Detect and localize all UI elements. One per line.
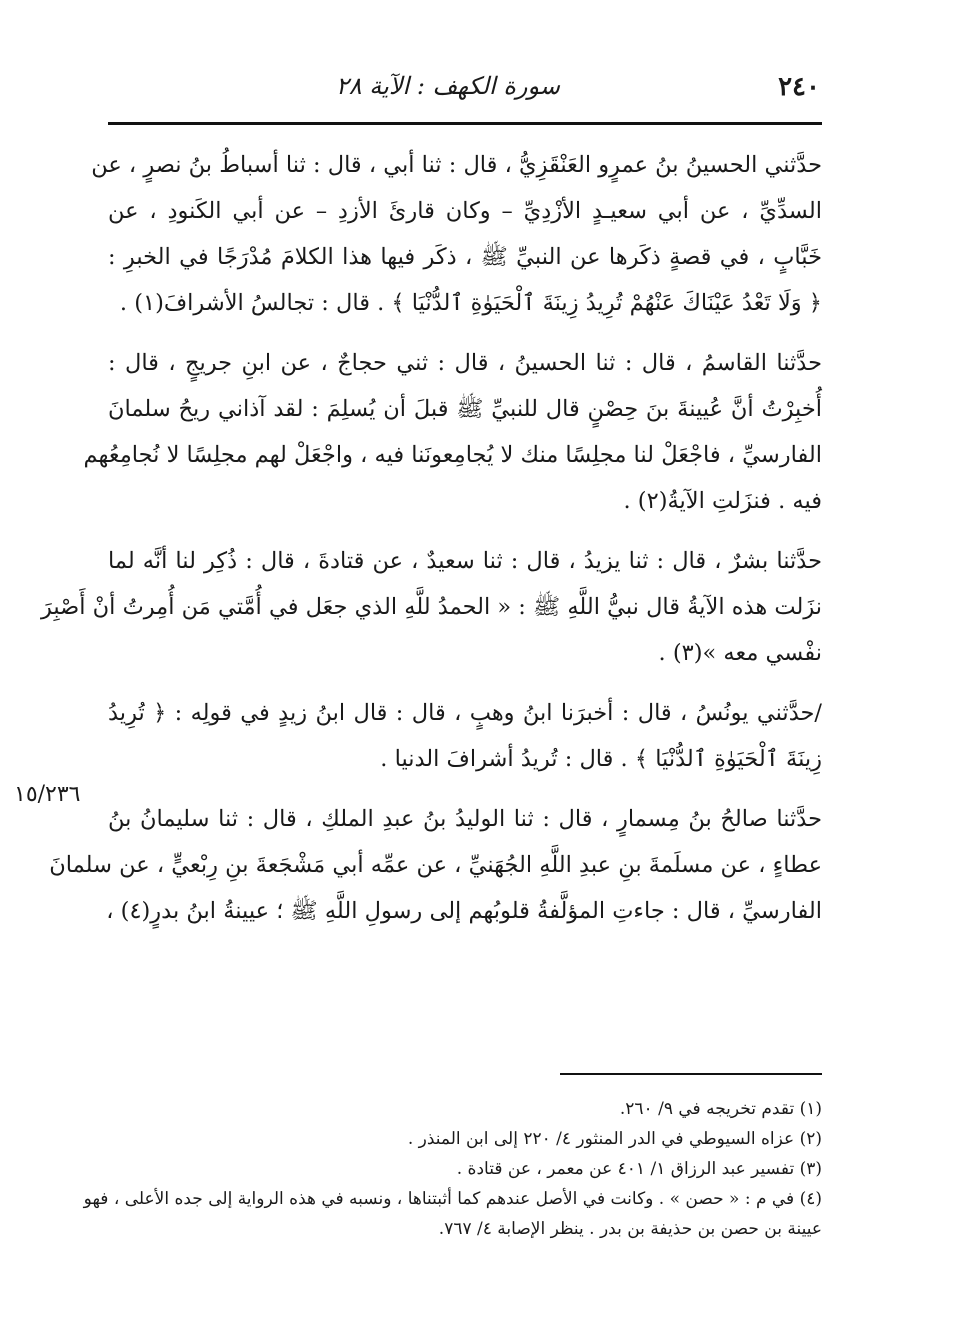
text-line: فيه . فنزَلتِ الآيةُ(٢) . [623, 488, 822, 514]
text-line: حدَّثنا صالحُ بنُ مِسمارٍ ، قال : ثنا الوليدُ بنُ عبدِ الملكِ ، قال : ثنا سليمانُ بنُ [108, 806, 822, 832]
paragraph-3 [40, 538, 822, 676]
footnote-1: (١) تقدم تخريجه في ٩/ ٢٦٠. [619, 1099, 822, 1119]
page-header [108, 64, 820, 108]
paragraph-2 [83, 340, 822, 524]
header-rule [108, 122, 822, 125]
page-number: ٢٤٠ [778, 72, 820, 102]
text-line: نفْسي معه »(٣) . [658, 640, 822, 666]
text-line: حدَّثني الحسينُ بنُ عمرٍو العَنْقَزِيُّ ، قال : ثنا أبي ، قال : ثنا أسباطُ بنُ نصرٍ ، عن [91, 152, 822, 178]
text-line: زِينَةَ ٱلْحَيَوٰةِ ٱلدُّنْيَا ﴾ . قال : تُريدُ أشرافَ الدنيا . [380, 746, 822, 772]
text-line: ﴿ وَلَا تَعْدُ عَيْنَاكَ عَنْهُمْ تُرِيدُ زِينَةَ ٱلْحَيَوٰةِ ٱلدُّنْيَا ﴾ . قال : تجالسُ الأشرافَ(١) . [119, 290, 822, 316]
text-line: الفارسيِّ ، قال : جاءتِ المؤلَّفةُ قلوبُهم إلى رسولِ اللَّهِ ﷺ ؛ عيينةُ ابنُ بدرٍ(٤) ، [106, 898, 822, 924]
paragraph-5 [49, 796, 822, 934]
footnote-2: (٢) عزاه السيوطي في الدر المنثور ٤/ ٢٢٠ إلى ابن المنذر . [407, 1129, 822, 1149]
text-line: /حدَّثني يونُسُ ، قال : أخبرَنا ابنُ وهبٍ ، قال : قال ابنُ زيدٍ في قولِه : ﴿ تُرِيدُ [108, 700, 822, 726]
paragraph-4 [108, 690, 822, 782]
footnote-rule [560, 1073, 822, 1075]
text-line: حدَّثنا بشرٌ ، قال : ثنا يزيدُ ، قال : ثنا سعيدٌ ، عن قتادةَ ، قال : ذُكِر لنا أنَّه لما [108, 548, 822, 574]
text-line: السدِّيِّ ، عن أبي سعيـدٍ الأزْدِيِّ – وكان قارئَ الأزدِ – عن أبي الكَنودِ ، عن [108, 198, 822, 224]
footnote-4: (٤) في م : « حصن » . وكانت في الأصل عندهم كما أثبتناها ، ونسبه في هذه الرواية إلى جده الأعلى ، فهو [83, 1189, 822, 1209]
footnotes [83, 1094, 822, 1244]
paragraph-1 [91, 142, 822, 326]
footnote-4-continuation: عيينة بن حصن بن حذيفة بن بدر . ينظر الإصابة ٤/ ٧٦٧. [438, 1219, 822, 1239]
text-line: حدَّثنا القاسمُ ، قال : ثنا الحسينُ ، قال : ثني حجاجٌ ، عن ابنِ جريجٍ ، قال : [108, 350, 822, 376]
text-line: نزَلت هذه الآيةُ قال نبيُّ اللَّهِ ﷺ : « الحمدُ للَّهِ الذي جعَل في أُمَّتي مَن أُمِرتُ أنْ أَصْبِرَ [40, 594, 822, 620]
running-title: سورة الكهف : الآية ٢٨ [335, 72, 560, 100]
text-line: عطاءٍ ، عن مسلَمةَ بنِ عبدِ اللَّهِ الجُهَنيِّ ، عن عمِّه أبي مَشْجَعةَ بنِ رِبْعيٍّ ، عن سلمانَ [49, 852, 822, 878]
text-line: خَبَّابٍ ، في قصةٍ ذكَرها عن النبيِّ ﷺ ، ذكَر فيها هذا الكلامَ مُدْرَجًا في الخبرِ : [108, 244, 822, 270]
text-line: أُخبِرْتُ أنَّ عُيينةَ بنَ حِصْنٍ قال للنبيِّ ﷺ قبلَ أن يُسلِمَ : لقد آذاني ريحُ سلمانَ [108, 396, 822, 422]
footnote-3: (٣) تفسير عبد الرزاق ١/ ٤٠١ عن معمر ، عن قتادة . [456, 1159, 822, 1179]
text-line: الفارسيِّ ، فاجْعَلْ لنا مجلِسًا منك لا يُجامِعونَنا فيه ، واجْعَلْ لهم مجلِسًا لا نُجامِعُهم [83, 442, 822, 468]
margin-reference: ١٥/٢٣٦ [14, 782, 81, 807]
